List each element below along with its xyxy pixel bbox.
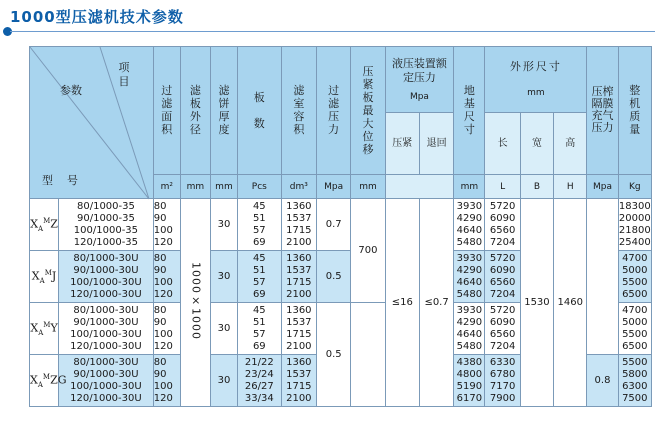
width-value: 1530 (520, 199, 553, 407)
col-diaphragm: 压榨隔膜充气压力 (587, 47, 618, 175)
length-list: 5720 6090 6560 7204 (485, 303, 520, 355)
model-list: 80/1000-35 90/1000-35 100/1000-35 120/1000-35 (59, 199, 154, 251)
col-chamber-volume: 滤室容积 (281, 47, 316, 175)
hyd-return-value: ≤0.7 (419, 199, 453, 407)
corner-param-label: 参数 (60, 84, 82, 97)
plate-list: 21/22 23/24 26/27 33/34 (237, 355, 281, 407)
cake-value: 30 (210, 251, 237, 303)
col-max-stroke: 压紧板最大位移 (351, 47, 385, 175)
area-list: 80 90 100 120 (153, 303, 180, 355)
unit-plate: Pcs (237, 175, 281, 199)
model-prefix-y: $X_A^MY$ (30, 303, 59, 355)
hyd-return-header: 退回 (419, 113, 453, 175)
title-underline (10, 31, 655, 32)
max-stroke-value: 700 (351, 199, 385, 303)
area-list: 80 90 100 120 (153, 355, 180, 407)
title-bar (0, 0, 657, 38)
page-title: 1000型压滤机技术参数 (10, 8, 184, 26)
area-list: 80 90 100 120 (153, 251, 180, 303)
plate-list: 45 51 57 69 (237, 303, 281, 355)
unit-L: L (485, 175, 520, 199)
weight-list: 18300 20000 21800 25400 (618, 199, 651, 251)
table-row (30, 199, 652, 251)
unit-foundation: mm (454, 175, 485, 199)
foundation-list: 3930 4290 4640 5480 (454, 199, 485, 251)
diaphragm-value: 0.8 (587, 355, 618, 407)
length-list: 5720 6090 6560 7204 (485, 199, 520, 251)
foundation-list: 3930 4290 4640 5480 (454, 303, 485, 355)
unit-area: m² (153, 175, 180, 199)
col-cake-thickness: 滤饼厚度 (210, 47, 237, 175)
hyd-press-value: ≤16 (385, 199, 419, 407)
length-list: 6330 6780 7170 7900 (485, 355, 520, 407)
pressure-value: 0.5 (317, 303, 351, 407)
unit-pressure: Mpa (317, 175, 351, 199)
weight-list: 4700 5000 5500 6500 (618, 303, 651, 355)
col-hydraulic: 液压装置额定压力 Mpa (385, 47, 454, 113)
pressure-value: 0.5 (317, 251, 351, 303)
col-plate-outer: 滤板外径 (180, 47, 210, 175)
col-filter-pressure: 过滤压力 (317, 47, 351, 175)
hydraulic-unit: Mpa (409, 91, 429, 102)
plate-outer-value: 1000×1000 (180, 199, 210, 407)
corner-header (30, 47, 154, 199)
unit-B: B (520, 175, 553, 199)
col-outline: 外形尺寸 mm (485, 47, 587, 113)
weight-list: 5500 5800 6300 7500 (618, 355, 651, 407)
col-foundation: 地基尺寸 (454, 47, 485, 175)
hyd-press-header: 压紧 (385, 113, 419, 175)
col-weight: 整机质量 (618, 47, 651, 175)
col-filter-area: 过滤面积 (153, 47, 180, 175)
weight-list: 4700 5000 5500 6500 (618, 251, 651, 303)
spec-table (29, 46, 652, 407)
col-plate-count: 板数 (237, 47, 281, 175)
model-list: 80/1000-30U 90/1000-30U 100/1000-30U 120/1000-30U (59, 251, 154, 303)
corner-model-label: 型号 (42, 174, 92, 187)
max-stroke-blank (351, 303, 385, 407)
pressure-value: 0.7 (317, 199, 351, 251)
cake-value: 30 (210, 303, 237, 355)
height-header: 高 (554, 113, 587, 175)
corner-item-label: 项目 (118, 61, 130, 88)
model-prefix-z: $X_A^MZ$ (30, 199, 59, 251)
unit-H: H (554, 175, 587, 199)
plate-list: 45 51 57 69 (237, 251, 281, 303)
length-list: 5720 6090 6560 7204 (485, 251, 520, 303)
foundation-list: 4380 4800 5190 6170 (454, 355, 485, 407)
area-list: 80 90 100 120 (153, 199, 180, 251)
unit-weight: Kg (618, 175, 651, 199)
cake-value: 30 (210, 355, 237, 407)
model-prefix-j: $X_A^MJ$ (30, 251, 59, 303)
model-list: 80/1000-30U 90/1000-30U 100/1000-30U 120/1000-30U (59, 355, 154, 407)
unit-diaphragm: Mpa (587, 175, 618, 199)
unit-stroke: mm (351, 175, 385, 199)
model-prefix-zg: $X_A^MZG$ (30, 355, 59, 407)
unit-hydraulic-blank (385, 175, 454, 199)
width-header: 宽 (520, 113, 553, 175)
height-value: 1460 (554, 199, 587, 407)
cake-value: 30 (210, 199, 237, 251)
outline-unit: mm (527, 87, 545, 98)
diaphragm-blank (587, 199, 618, 355)
foundation-list: 3930 4290 4640 5480 (454, 251, 485, 303)
volume-list: 1360 1537 1715 2100 (281, 199, 316, 251)
unit-volume: dm³ (281, 175, 316, 199)
model-list: 80/1000-30U 90/1000-30U 100/1000-30U 120/1000-30U (59, 303, 154, 355)
length-header: 长 (485, 113, 520, 175)
unit-outer: mm (180, 175, 210, 199)
volume-list: 1360 1537 1715 2100 (281, 355, 316, 407)
volume-list: 1360 1537 1715 2100 (281, 251, 316, 303)
plate-list: 45 51 57 69 (237, 199, 281, 251)
unit-cake: mm (210, 175, 237, 199)
volume-list: 1360 1537 1715 2100 (281, 303, 316, 355)
